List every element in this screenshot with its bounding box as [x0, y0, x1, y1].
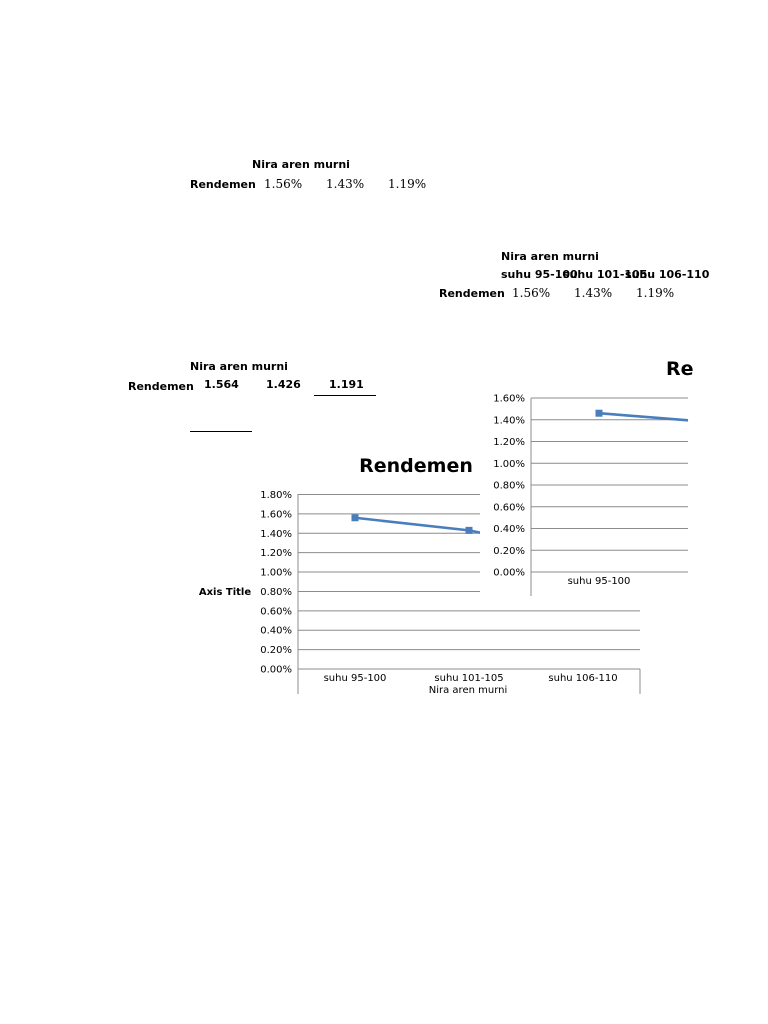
y-tick-label: 0.40% — [493, 524, 525, 535]
y-tick-label: 0.80% — [493, 480, 525, 492]
x-tick-label: suhu 95-100 — [567, 576, 631, 587]
y-tick-label: 0.60% — [493, 502, 525, 514]
table3-header: Nira aren murni — [190, 360, 288, 373]
y-tick-label: 0.60% — [260, 606, 292, 618]
table2-col-2: suhu 101-105 — [563, 268, 648, 281]
table1-value-1: 1.56% — [264, 177, 303, 191]
chart2-title: Re — [666, 358, 694, 380]
y-tick-label: 1.60% — [493, 393, 525, 405]
y-tick-label: 1.20% — [493, 437, 525, 448]
y-tick-label: 1.60% — [260, 509, 292, 521]
y-tick-label: 0.00% — [260, 664, 292, 676]
y-tick-label: 0.20% — [260, 645, 292, 657]
table3-value-2: 1.426 — [266, 378, 301, 391]
data-point-marker — [352, 514, 359, 521]
table2-row-label: Rendemen — [439, 287, 505, 300]
x-tick-label: suhu 95-100 — [323, 673, 387, 684]
chart2-container — [480, 350, 694, 600]
data-point-marker — [596, 410, 603, 417]
chart1-x-axis-label: Nira aren murni — [428, 685, 508, 696]
y-tick-label: 0.00% — [493, 567, 525, 579]
chart1-title: Rendemen — [359, 455, 473, 477]
y-tick-label: 1.80% — [260, 490, 292, 501]
table2-col-1: suhu 95-100 — [501, 268, 578, 281]
table1-row-label: Rendemen — [190, 178, 256, 191]
data-point-marker — [466, 527, 473, 534]
y-tick-label: 1.00% — [493, 458, 525, 470]
y-tick-label: 1.40% — [260, 528, 292, 540]
table2-value-1: 1.56% — [512, 286, 551, 300]
y-tick-label: 1.00% — [260, 567, 292, 579]
table2-value-2: 1.43% — [574, 286, 613, 300]
chart-rendemen-overlay — [480, 350, 694, 600]
table1-value-2: 1.43% — [326, 177, 365, 191]
table3-value-1: 1.564 — [204, 378, 239, 391]
chart1-y-axis-label: Axis Title — [198, 587, 252, 598]
y-tick-label: 0.40% — [260, 625, 292, 637]
table2-header: Nira aren murni — [501, 250, 599, 263]
table3-value-3: 1.191 — [329, 378, 364, 391]
table1-header: Nira aren murni — [252, 158, 350, 171]
y-tick-label: 1.20% — [260, 548, 292, 560]
y-tick-label: 1.40% — [493, 415, 525, 427]
x-tick-label: suhu 101-105 — [434, 673, 504, 684]
table2-col-3: suhu 106-110 — [625, 268, 710, 281]
y-tick-label: 0.20% — [493, 545, 525, 557]
table1-value-3: 1.19% — [388, 177, 427, 191]
x-tick-label: suhu 106-110 — [548, 673, 618, 684]
table2-value-3: 1.19% — [636, 286, 675, 300]
y-tick-label: 0.80% — [260, 586, 292, 598]
table3-row-label: Rendemen — [128, 380, 194, 393]
